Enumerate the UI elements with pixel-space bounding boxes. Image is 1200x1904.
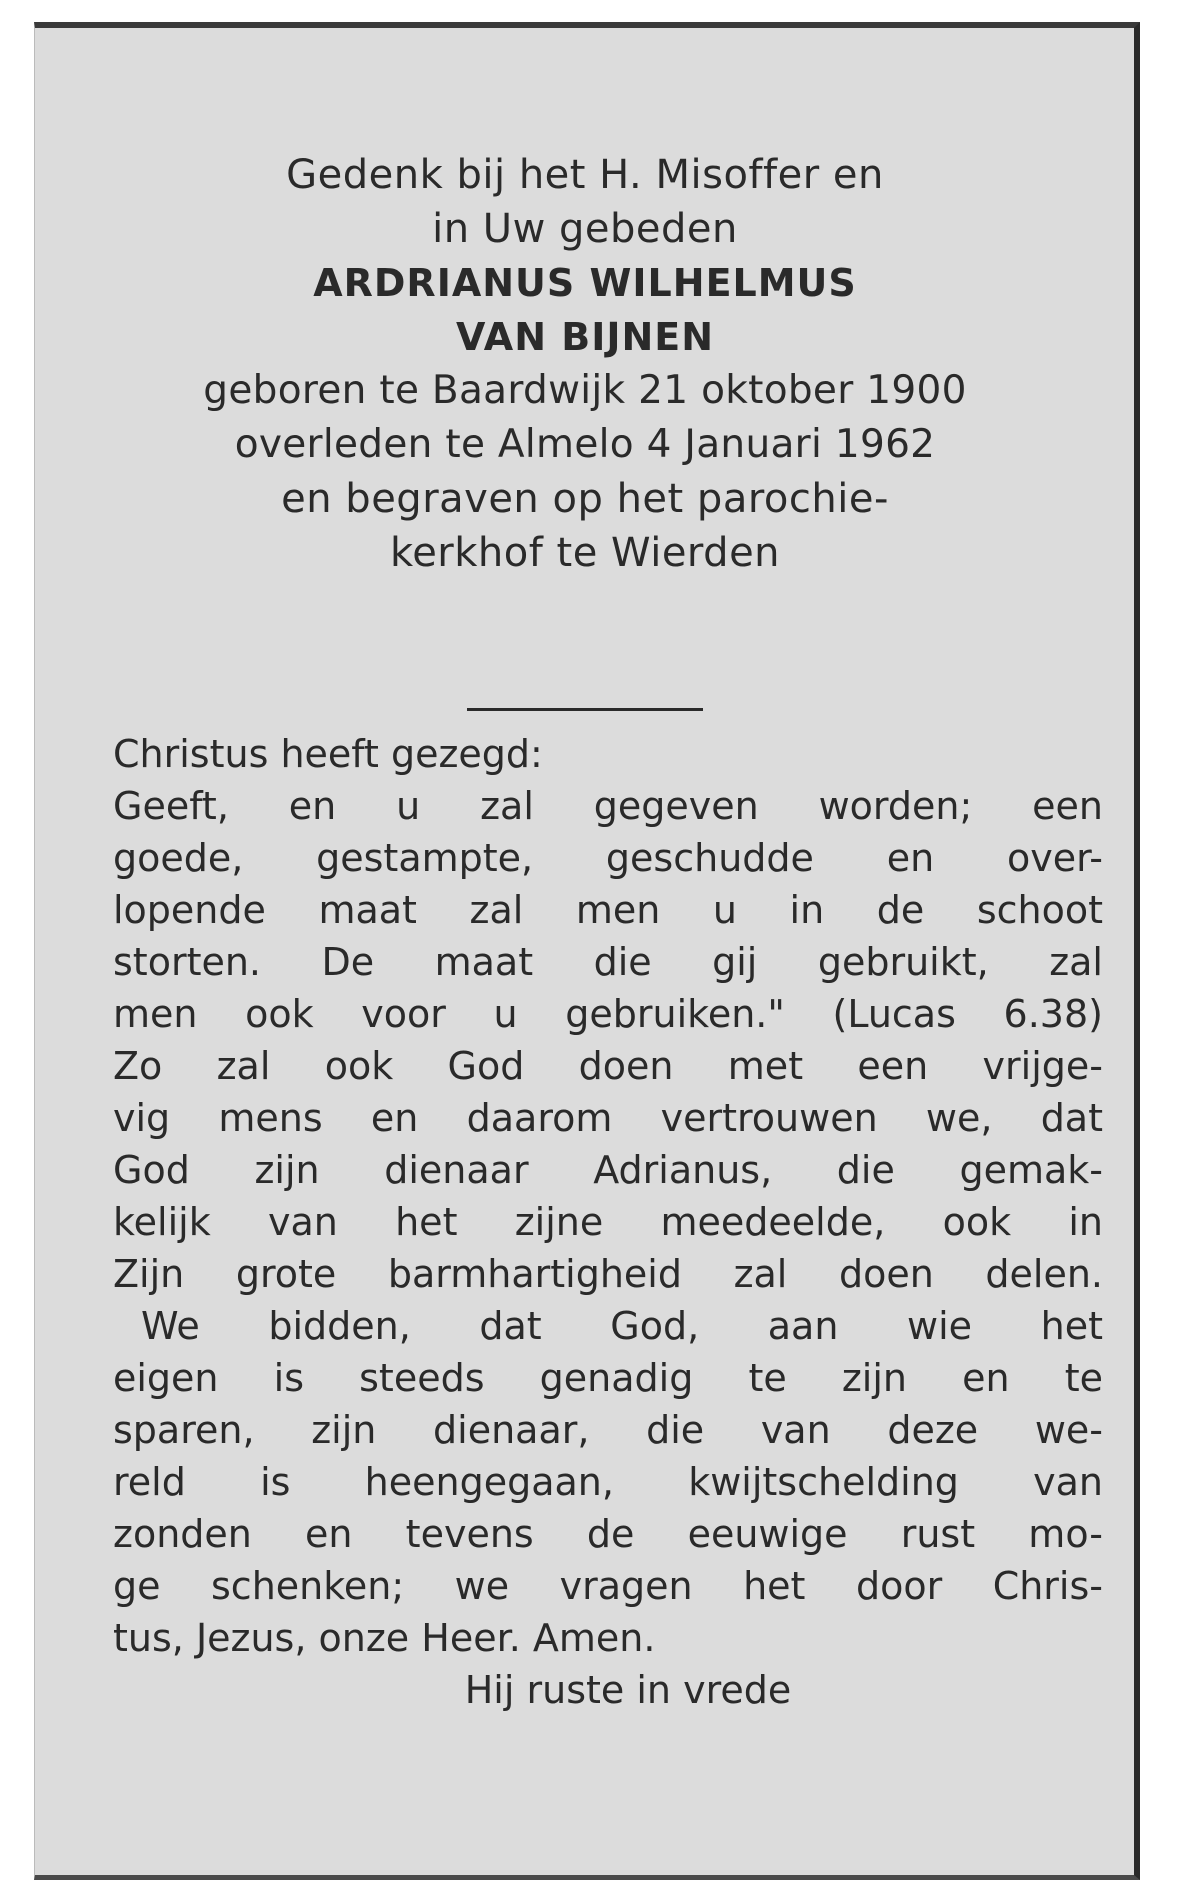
body-line: tus, Jezus, onze Heer. Amen. [113, 1616, 656, 1660]
body-line: goede, gestampte, geschudde en over- [113, 836, 1103, 880]
deceased-given-names: ARDRIANUS WILHELMUS [313, 261, 857, 305]
body-line: God zijn dienaar Adrianus, die gemak- [113, 1148, 1103, 1192]
body-line: lopende maat zal men u in de schoot [113, 888, 1103, 932]
burial-line-2: kerkhof te Wierden [389, 530, 781, 576]
birth-line: geboren te Baardwijk 21 oktober 1900 [203, 368, 967, 413]
card-header [35, 148, 1135, 580]
body-line: ge schenken; we vragen het door Chris- [113, 1564, 1103, 1608]
header-line-prayers: in Uw gebeden [432, 206, 738, 252]
card-body [113, 728, 1103, 1716]
body-line: Geeft, en u zal gegeven worden; een [113, 784, 1103, 828]
body-line: eigen is steeds genadig te zijn en te [113, 1356, 1103, 1400]
body-line: zonden en tevens de eeuwige rust mo- [113, 1512, 1103, 1556]
memorial-card [34, 22, 1140, 1880]
closing-line: Hij ruste in vrede [464, 1668, 792, 1712]
body-line: We bidden, dat God, aan wie het [141, 1304, 1103, 1348]
body-line: Christus heeft gezegd: [113, 732, 543, 776]
body-line: Zo zal ook God doen met een vrijge- [113, 1044, 1103, 1088]
body-line: men ook voor u gebruiken." (Lucas 6.38) [113, 992, 1103, 1036]
body-line: sparen, zijn dienaar, die van deze we- [113, 1408, 1103, 1452]
death-line: overleden te Almelo 4 Januari 1962 [234, 422, 936, 467]
body-line: vig mens en daarom vertrouwen we, dat [113, 1096, 1103, 1140]
body-line: reld is heengegaan, kwijtschelding van [113, 1460, 1103, 1504]
section-divider [467, 708, 703, 711]
body-line: kelijk van het zijne meedeelde, ook in [113, 1200, 1103, 1244]
body-line: storten. De maat die gij gebruikt, zal [113, 940, 1103, 984]
header-line-invocation: Gedenk bij het H. Misoffer en [286, 152, 884, 198]
body-line: Zijn grote barmhartigheid zal doen delen. [113, 1252, 1103, 1296]
deceased-surname: VAN BIJNEN [455, 315, 715, 359]
burial-line-1: en begraven op het parochie- [281, 476, 889, 522]
